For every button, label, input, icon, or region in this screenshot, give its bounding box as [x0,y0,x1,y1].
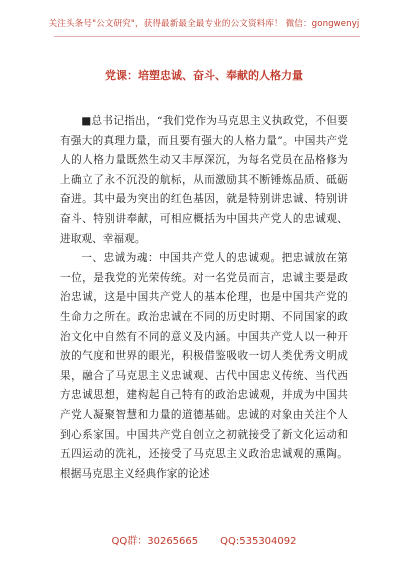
footer-qq: QQ:535304092 [220,536,297,547]
document-body [60,112,348,484]
footer-contact [0,532,408,547]
header-banner: 关注头条号"公文研究"，获得最新最全最专业的公文资料库！ 微信：gongwenyj [48,19,360,29]
paragraph-section-1: 一、忠诚为魂：中国共产党人的忠诚观。把忠诚放在第一位，是我党的光荣传统。对一名党员而言，忠诚主要是政治忠诚，这是中国共产党人的基本伦理，也是中国共产党的生命力之所在。政治忠诚在不同的历史时期、不同国家的政治文化中自然有不同的意义及内涵。中国共产党人以一种开放的气度和世界的眼光，积极借鉴吸收一切人类优秀文明成果，融合了马克思主义忠诚观、古代中国忠义传统、当代西方忠诚思想，建构起自己特有的政治忠诚观，并成为中国共产党人凝聚智慧和力量的道德基础。忠诚的对象由关注个人到心系家国。中国共产党自创立之初就接受了新文化运动和五四运动的洗礼，还接受了马克思主义政治忠诚观的熏陶。根据马克思主义经典作家的论述 [60,252,348,480]
header-divider [54,36,360,37]
footer-qq-group: QQ群：30265665 [111,536,199,547]
paragraph-intro: ■总书记指出，“我们党作为马克思主义执政党，不但要有强大的真理力量，而且要有强大的人格力量”。中国共产党人的人格力量既然生动又丰厚深沉，为每名党员在品格修为上确立了永不沉没的航标，从而激励其不断锤炼品质、砥砺奋进。其中最为突出的红色基因，就是特别讲忠诚、特别讲奋斗、特别讲奉献，可相应概括为中国共产党人的忠诚观、进取观、幸福观。 [60,115,348,245]
document-title: 党课：培塑忠诚、奋斗、奉献的人格力量 [105,69,303,82]
